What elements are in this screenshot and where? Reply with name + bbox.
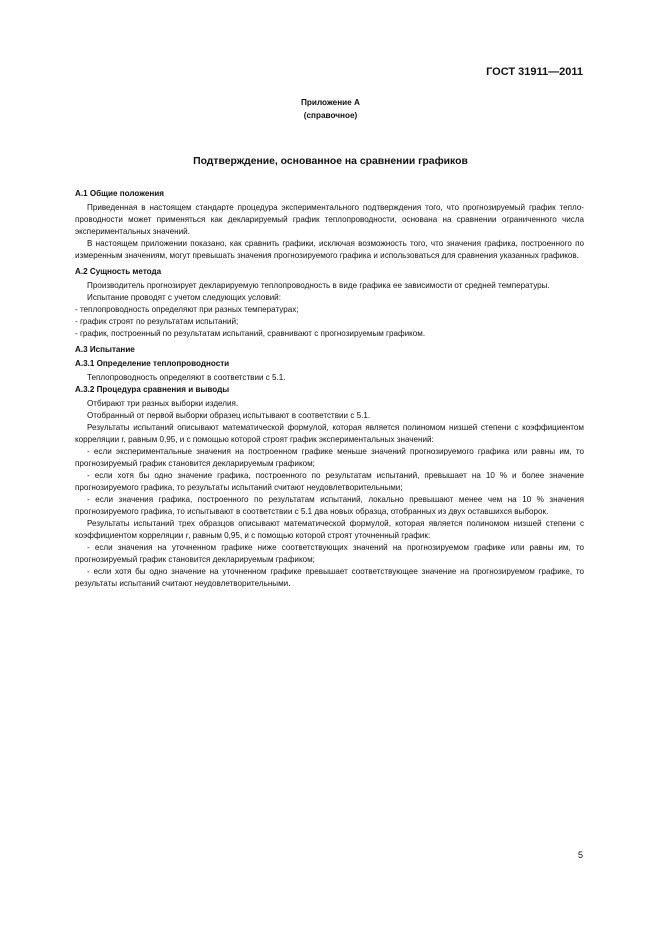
paragraph: В настоящем приложении показано, как сравнить графики, исключая возможность того, что значения графика, построенного по измеренным значениям, могут превышать значения прогнозируемого графика и использоваться для сравнения указанных графиков.: [75, 239, 584, 260]
annex-heading: [0, 96, 661, 122]
annex-title: Приложение А: [301, 98, 360, 107]
page-number: 5: [577, 850, 583, 860]
list-item: - если значения графика, построенного по результатам испытаний, локально превышают менее чем на 10 % значения прогнозируемого графика, то испытывают в соответствии с 5.1 два новых образца, отобранных из двух оставшихся выборок.: [75, 495, 584, 516]
list-item: - если хотя бы одно значение на уточненном графике превышает соответствующее значение на прогнозируемом графике, то результаты испытаний считают неудовлетворительными.: [75, 567, 584, 588]
correlation-symbol: r: [185, 531, 189, 540]
section-heading-a3-2: А.3.2 Процедура сравнения и выводы: [75, 385, 230, 394]
annex-body: [75, 188, 584, 590]
paragraph: Отобранный от первой выборки образец испытывают в соответствии с 5.1.: [87, 411, 371, 420]
section-heading-a2: А.2 Сущность метода: [75, 267, 162, 276]
list-item: - если хотя бы одно значение графика, построенного по результатам испытаний, превышает на 10 % и более значение прогнозируемого графика, то результаты испытаний считают неудовлетворительными;: [75, 471, 584, 492]
paragraph: Испытание проводят с учетом следующих условий:: [87, 293, 281, 302]
list-item: - если экспериментальные значения на построенном графике меньше значений прогнозируемого графика или равны им, то прогнозируемый график становится декларируемым графиком;: [75, 447, 584, 468]
section-heading-a3-1: А.3.1 Определение теплопроводности: [75, 359, 230, 368]
paragraph-text: Результаты испытаний трех образцов описывают математической формулой, которая является полиномом низшей степени с коэффициентом корреляции: [75, 519, 584, 540]
document-id: ГОСТ 31911—2011: [486, 66, 583, 78]
list-item: - график, построенный по результатам испытаний, сравнивают с прогнозируемым графиком.: [75, 329, 426, 338]
annex-main-title: Подтверждение, основанное на сравнении графиков: [193, 156, 468, 167]
list-item: - график строят по результатам испытаний;: [75, 317, 239, 326]
annex-subtitle: (справочное): [303, 111, 358, 120]
paragraph: Производитель прогнозирует декларируемую теплопроводность в виде графика ее зависимости от средней температуры.: [87, 281, 550, 290]
list-item: - теплопроводность определяют при разных температурах;: [75, 305, 299, 314]
paragraph: [75, 518, 584, 542]
paragraph-text: , равным 0,95, и с помощью которой строят уточненный график:: [188, 531, 431, 540]
list-item: - если значения на уточненном графике ниже соответствующих значений на прогнозируемом графике или равны им, то прогнозируемый график становится декларируемым графиком;: [75, 543, 584, 564]
paragraph: Отбирают три разных выборки изделия.: [87, 399, 239, 408]
section-heading-a3: А.3 Испытание: [75, 345, 135, 354]
paragraph: Теплопроводность определяют в соответствии с 5.1.: [87, 373, 286, 382]
section-heading-a1: А.1 Общие положения: [75, 189, 164, 198]
paragraph: Приведенная в настоящем стандарте процедура экспериментального подтверждения того, что прогнозируемый график тепло- проводности может применяться как декларируемый график теплопроводности, основана на сравнении ограниченного числа экспериментальных значений.: [75, 203, 584, 236]
paragraph: Результаты испытаний описывают математической формулой, которая является полиномом низшей степени с коэффициентом корреляции r, равным 0,95, и с помощью которой строят график экспериментальных значений:: [75, 423, 584, 444]
